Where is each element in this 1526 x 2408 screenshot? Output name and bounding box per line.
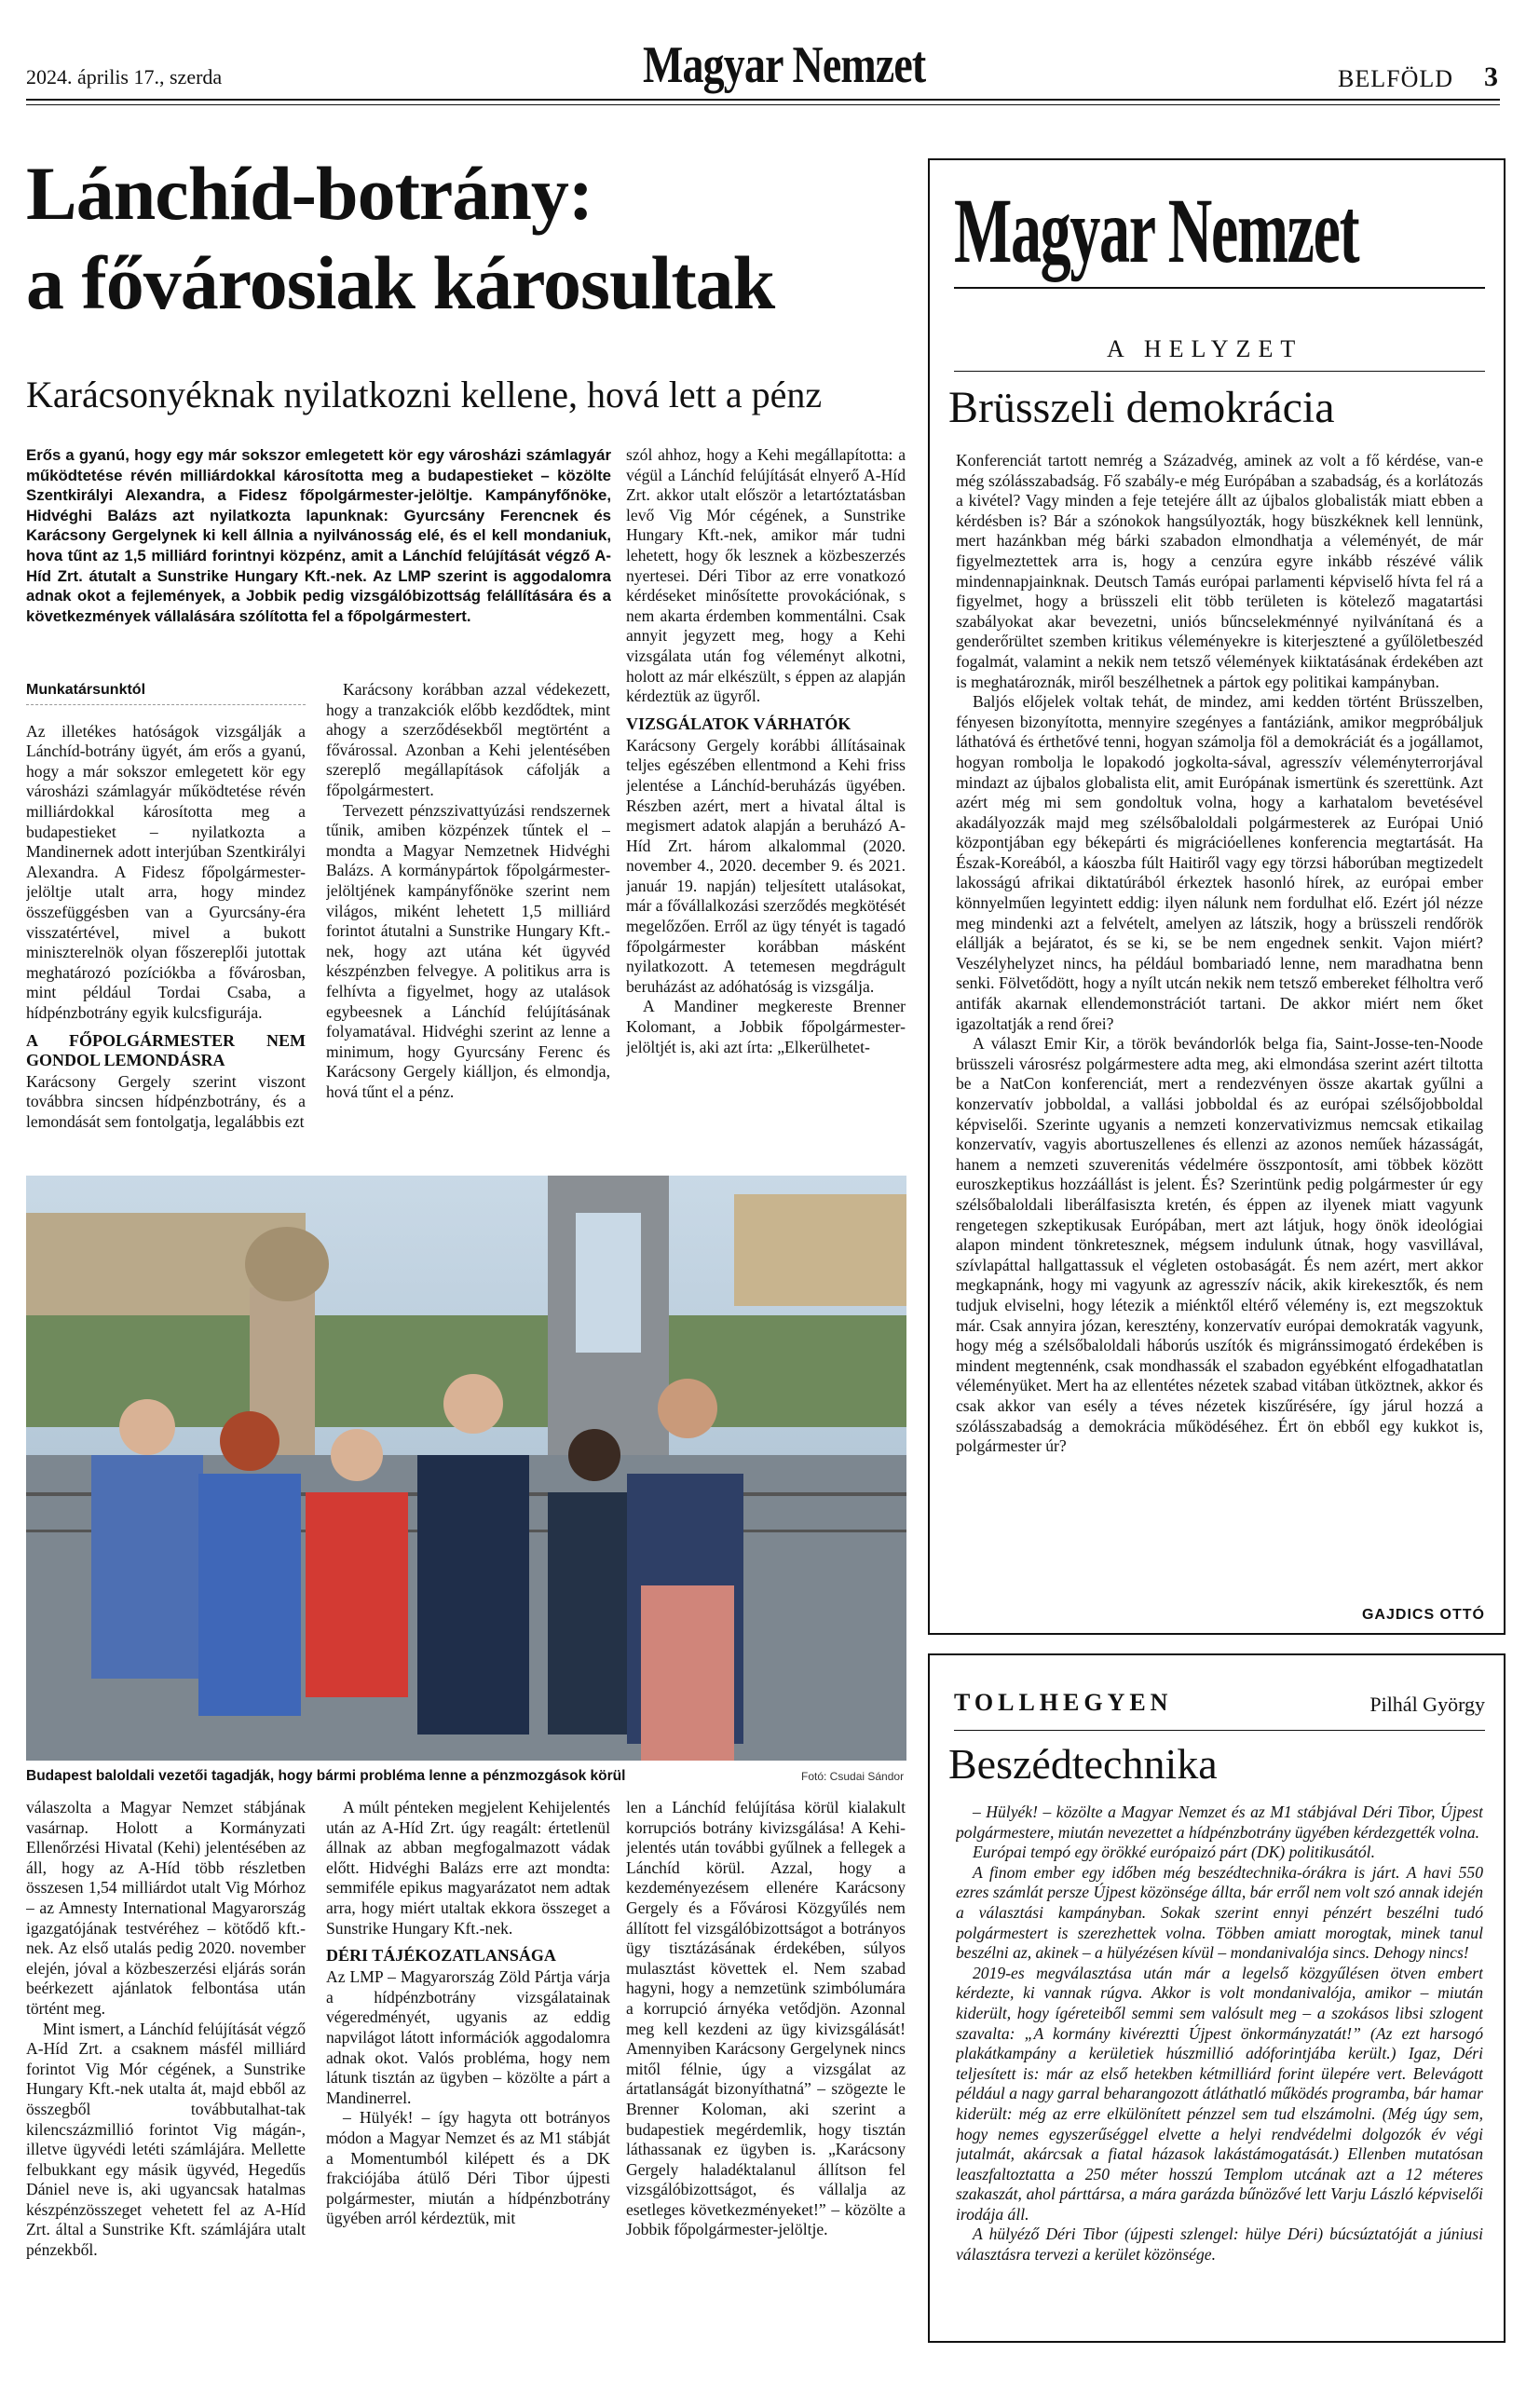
paragraph: Az illetékes hatóságok vizsgálják a Lánchíd-botrány ügyét, ám erős a gyanú, hogy a már sokszor emlegetett kör egy városházi számlagyár működtetése révén milliárdokkal károsította meg a budapestieket – nyilatkozta a Mandinernek adott interjúban Szentkirályi Alexandra. A Fidesz főpolgármester-jelöltje utalt arra, hogy mindez összefüggésben van a Gyurcsány-éra visszatértével, mivel a bukott miniszterelnök olyan főszereplői jutottak meghatározó pozíciókba a fővárosban, mint például Tordai Csaba, a hídpénzbotrány egyik kulcsfigurája. <box>26 721 306 1022</box>
paragraph: 2019-es megválasztása után már a legelső közgyűlésen ötven embert kérdezte, ki vannak rúgva. Akkor is volt mondanivalója, amikor – miután kiderült, hogy ígéreteiből semmi sem valósult meg – a szokásos libsi szlogent szavalta: „A kormány kivéreztti Újpest önkormányzatát!” (Az ezt harsogó plakátkampány a kerületiek húszmillió adóforintjába került.) Igaz, Déri teljesített is: már az első hetekben kétmilliárd forint ülepére vert. Belevágott például a nagy garral beharangozott átláthatló működés programba, bár hamar kiderült: még az erre elkülönített pénzzel sem tud elszámolni. (Még úgy sem, hogy nemes egyszerűséggel elvette a helyi rendvédelmi dolgozók év végi jutalmát, akárcsak a fiatal házasok lakástámogatását.) Ellenben mutatósan leaszfaltoztatta a 250 méter hosszú Templom utcának azt a 12 méteres szakaszát, ahol párttársa, a mára garázda bűnözővé lett Varju László képviselői irodája áll. <box>956 1963 1483 2224</box>
editorial-title: Brüsszeli demokrácia <box>948 383 1335 432</box>
paragraph: Tervezett pénzszivattyúzási rendszernek tűnik, amiben közpénzek tűntek el – mondta a Magyar Nemzetnek Hidvéghi Balázs. A kormánypártok főpolgármester-jelöltjének kampányfőnöke szerint nem világos, miként lehetett 1,5 milliárd forintot átutalni a Sunstrike Hungary Kft.-nek, hogy azt utána két ügyvéd készpénzben felvegye. A politikus arra is felhívta a figyelmet, hogy az utalások egybeesnek a Lánchíd felújításának folyamatával. Hidvéghi szerint az lenne a minimum, hogy Gyurcsány Ferenc és Karácsony Gergely kiálljon, és elmondja, hová tűnt el a pénz. <box>326 800 610 1101</box>
editorial-body <box>956 451 1483 1611</box>
divider <box>954 371 1485 372</box>
paragraph: Karácsony Gergely korábbi állításainak teljes egészében ellentmond a Kehi friss jelentése a Lánchíd-beruházás ügyében. Részben azért, mert a hivatal által is megismert adatok alapján a beruházó A-Híd Zrt. három alkalommal (2020. november 4., 2020. december 9. és 2021. január 19. napján) teljesített utalásokat, már a fővállalkozási szerződés megkötését megelőzően. Erről az ügy tényét is tagadó főpolgármester korábban másként nyilatkozott. A tetemesen megdrágult beruházást az adóhatóság is vizsgálja. <box>626 735 906 996</box>
section-subtitle: A FŐPOLGÁRMESTER NEM GONDOL LEMONDÁSRA <box>26 1030 306 1069</box>
column-body <box>956 1803 1483 2338</box>
masthead: Magyar Nemzet <box>643 36 926 94</box>
issue-date: 2024. április 17., szerda <box>26 65 223 88</box>
editorial-signature: GAJDICS OTTÓ <box>1361 1607 1485 1623</box>
paragraph: A finom ember egy időben még beszédtechnika-órákra is járt. A havi 550 ezres számlát persze Újpest közönsége állta, bár erről nem volt szó annak idején a választási kampányban. Sokak szerint ennyi pénzért beszélni tudó polgármestert is szerezhettek volna. Többen amiatt morogtak, minek tanul beszélni az, akinek – a hülyézésen kívül – mondanivalója sincs. Dehogy nincs! <box>956 1862 1483 1963</box>
article-column-1 <box>26 680 306 1164</box>
section-subtitle: VIZSGÁLATOK VÁRHATÓK <box>626 714 852 733</box>
article-column-3 <box>626 445 906 1164</box>
editorial-box <box>928 158 1506 1635</box>
divider <box>954 1730 1485 1731</box>
header-rule-thin <box>26 104 1500 105</box>
headline-line-2: a fővárosiak károsultak <box>26 240 775 325</box>
paragraph: Az LMP – Magyarország Zöld Pártja várja a hídpénzbotrány vizsgálatainak végeredményét, ugyanis az eddig napvilágot látott információk aggodalomra adnak okot. Valós probléma, hogy nem látunk tisztán az ügyben – közölte a párt a Mandinerrel. <box>326 1967 610 2107</box>
header-rule <box>26 99 1500 101</box>
paragraph: A hülyéző Déri Tibor (újpesti szlengel: hülye Déri) búcsúztatóját a júniusi választásra tervezi a kerület közönsége. <box>956 2224 1483 2265</box>
column-label: TOLLHEGYEN <box>954 1689 1173 1716</box>
paragraph: A választ Emir Kir, a török bevándorlók belga fia, Saint-Josse-ten-Noode brüsszeli városrész polgármestere adta meg, aki elmondása szerint azért tiltotta be a NatCon konferenciát, mert a rendezvényen össze akartak gyűlni a konzervatív jobboldal, a vallási jobboldal és az európai szélsőjobboldal képviselői. Szerinte ugyanis a nemzeti konzervativizmus nemcsak etikailag konzervatív, vagyis abortuszellenes és ellenzi az azonos neműek házasságát, hanem a nemzeti szuverenitás védelmére összpontosít, ami többek között euroszkeptikus hozzáállást is jelent. És? Szerintünk pedig polgármester úr egy szélsőbaloldali liberálfasiszta kretén, és éppen az ilyenek miatt vagyunk rengetegen szkeptikusak Európában, mert azt látjuk, hogy önök ideológiai alapon mindent tönkretesznek, mégsem indulunk útnak, hogy vasvillával, szívlapáttal hallgattassuk el végleten ostobaságát. És nem azért, mert akkor megkapnánk, hogy mi vagyunk az agresszív nácik, akik kirekesztők, és nem tudjuk elviselni, hogy létezik a miénktől eltérő vélemény is, ezt megszoktuk már. Csak annyira józan, keresztény, konzervatív európai demokraták vagyunk, hogy még a szélsőbaloldali háborús uszítók és migránssimogató érdekében is mindent megtennénk, csak mondhassák el szabadon egyébként elfogadhatatlan véleményüket. Mert ha az ellentétes nézetek szabad vitában ütköztnek, akkor és csak akkor van esély a téves nézetek kiszűrésére, így járul hozzá a szólásszabadság a demokrácia működéséhez. Ért ön ebből egy kukkot is, polgármester úr? <box>956 1034 1483 1456</box>
section-name: BELFÖLD <box>1338 65 1453 92</box>
paragraph: Európai tempó egy örökké európaizó párt (DK) politikusától. <box>973 1843 1375 1862</box>
editorial-masthead: Magyar Nemzet <box>954 179 1359 282</box>
paragraph: Baljós előjelek voltak tehát, de mindez, ami kedden történt Brüsszelben, fényesen bizonyította, mennyire szegényes a fantáziánk, amikor megpróbáljuk láthatóvá és érthetővé tenni, hogyan számolja föl a demokráciát és a jogállamot, hogyan rombolja le lopakodó jogkolta-sával, agresszív véleményterrorjával mindazt az újbalos globalista elit, amit Európának ismertünk és szerettünk. Azt azért még mi sem gondoltuk volna, hogy a karhatalom bevetésével akadályozzák majd meg szélsőbaloldali polgármesterek az Európai Unió központjában egy békepárti és migrációellenes konferencia megtartását. Ha Észak-Koreából, a káoszba fúlt Haitiről vagy egy törzsi háborúban megtizedelt lakosságú afrikai diktatúrából érkeztek hasonló hírek, az európai ember könnyelműen legyintett eddig: ilyen nálunk nem fordulhat elő. Ezért jól nézze meg mindenki azt a felvételt, amelyen az látszik, hogy a brüsszeli rendőrök elállják a bejáratot, és se ki, se be nem engednek senkit. Vajon miért? Veszélyhelyzet nincs, ha például bombariadó lenne, nem maradhatna benn senki. Fölvetődött, hogy a nyílt utcán nekik nem tetsző embereket félholtra verő antifák akarnak ellendemonstrációt tartani. De akkor miért nem őket igazoltatják a rend őrei? <box>956 692 1483 1033</box>
section-subtitle: DÉRI TÁJÉKOZATLANSÁGA <box>326 1946 556 1966</box>
paragraph: Mint ismert, a Lánchíd felújítását végző A-Híd Zrt. a csaknem másfél milliárd forintot Vig Mór cégének, a Sunstrike Hungary Kft.-nek utalta át, majd ebből az összegből továbbutalhat-tak kilencszázmillió forintot Vig mágán-, illetve ügyvédi letéti számlájára. Mellette felbukkant egy másik ügyvéd, Hegedűs Dániel neve is, aki ugyancsak hatalmas készpénzösszeget vehetett fel az A-Híd Zrt. által a Sunstrike Kft. számlájára utalt pénzekből. <box>26 2019 306 2260</box>
paragraph: – Hülyék! – közölte a Magyar Nemzet és az M1 stábjával Déri Tibor, Újpest polgármestere, miután nevezettet a hídpénzbotrány ügyében kérdezgették volna. <box>956 1803 1483 1842</box>
subheadline: Karácsonyéknak nyilatkozni kellene, hová lett a pénz <box>26 374 823 415</box>
editorial-label: A HELYZET <box>1107 335 1303 362</box>
photo-credit: Fotó: Csudai Sándor <box>801 1770 905 1783</box>
divider <box>954 287 1485 289</box>
photo-caption: Budapest baloldali vezetői tagadják, hogy bármi probléma lenne a pénzmozgások körül <box>26 1768 626 1784</box>
column-title: Beszédtechnika <box>948 1740 1218 1788</box>
column-author: Pilhál György <box>1369 1693 1485 1716</box>
article-lower-column-2 <box>326 1798 610 2357</box>
article-lower-column-1 <box>26 1798 306 2357</box>
paragraph: A Mandiner megkereste Brenner Kolomant, a Jobbik főpolgármester-jelöltjét is, aki azt írta: „Elkerülhetet- <box>626 997 906 1056</box>
page-number: 3 <box>1484 61 1498 92</box>
byline: Munkatársunktól <box>26 680 306 705</box>
paragraph: – Hülyék! – így hagyta ott botrányos módon a Magyar Nemzet és az M1 stábját a Momentumból kilépett és a DK frakciójába átülő Déri Tibor újpesti polgármester, miután a hídpénzbotrány ügyében arról kérdeztük, mit <box>326 2108 610 2228</box>
politicians-on-chain-bridge-photo <box>26 1176 906 1761</box>
column-box <box>928 1653 1506 2343</box>
headline-line-1: Lánchíd-botrány: <box>26 151 593 236</box>
article-column-2 <box>326 680 610 1164</box>
paragraph: válaszolta a Magyar Nemzet stábjának vasárnap. Holott a Kormányzati Ellenőrzési Hivatal (Kehi) jelentésében az áll, hogy az A-Híd több részletben összesen 1,54 milliárdot utalt Vig Mórhoz – az Amnesty International Magyarország igazgatójának testvéréhez – kötődő kft.-nek. Az első utalás pedig 2020. november elején, jóval a közbeszerzési eljárás során beérkezett ajánlatok felbontása után történt meg. <box>26 1798 306 2018</box>
paragraph: A múlt pénteken megjelent Kehijelentés után az A-Híd Zrt. úgy reagált: értetlenül állnak az abban megfogalmazott vádak előtt. Hidvéghi Balázs erre azt mondta: semmiféle epikus magyarázatot nem adtak arra, hogy miért utaltak ekkora összeget a Sunstrike Hungary Kft.-nek. <box>326 1798 610 1938</box>
paragraph: szól ahhoz, hogy a Kehi megállapította: a végül a Lánchíd felújítását elnyerő A-Híd Zrt. akkor utalt először a letartóztatásban levő Vig Mór cégének, a Sunstrike Hungary Kft.-nek, amikor már tudni lehetett, hogy ők lesznek a közbeszerzés nyertesei. Déri Tibor az erre vonatkozó kérdéseket minősítette provokációnak, s nem akarta érdemben kommentálni. Csak annyit jegyzett meg, hogy a Kehi vizsgálata után fog véleményt alkotni, holott az már elkészült, s éppen az alapján kérdeztük az ügyről. <box>626 445 906 706</box>
article-lower-column-3 <box>626 1798 906 2357</box>
article-lead: Erős a gyanú, hogy egy már sokszor emlegetett kör egy városházi számlagyár működtetése révén milliárdokkal károsította meg a budapestieket – közölte Szentkirályi Alexandra, a Fidesz főpolgármester-jelöltje. Kampányfőnöke, Hidvéghi Balázs azt nyilatkozta lapunknak: Gyurcsány Ferencnek és Karácsony Gergelynek ki kell állnia a nyilvánosság elé, és el kell mondaniuk, hova tűnt az 1,5 milliárd forintnyi közpénz, amit a Lánchíd felújítását végző A-Híd Zrt. átutalt a Sunstrike Hungary Kft.-nek. Az LMP szerint is aggodalomra adnak okot a fejlemények, a Jobbik pedig vizsgálóbizottság felállítására és a következmények vállalására szólította fel a főpolgármestert. <box>26 446 611 625</box>
paragraph: len a Lánchíd felújítása körül kialakult korrupciós botrány kivizsgálása! A Kehi-jelentés után további gyűlnek a fellegek a Lánchíd körül. Azzal, hogy a kezdeményezésem ellenére Karácsony Gergely és a Fővárosi Közgyűlés nem állított fel vizsgálóbizottságot a botrányos ügy tisztázásának érdekében, súlyos mulasztást követtek el. Nem szabad hagyni, hogy a nemzetünk szimbólumára a korrupció árnyéka vetődjön. Azonnal meg kell kezdeni az ügy kivizsgálását! Amennyiben Karácsony Gergelynek nincs mitől félnie, úgy a vizsgálat az ártatlanságát bizonyíthatná” – szögezte le Brenner Koloman, aki szerint a budapestiek megérdemlik, hogy tisztán láthassanak ez ügyben is. „Karácsony Gergely haladéktalanul állítson fel vizsgálóbizottságot, és vállalja az esetleges következményeket!” – közölte a Jobbik főpolgármester-jelöltje. <box>626 1798 906 2239</box>
headline <box>26 149 911 328</box>
paragraph: Karácsony korábban azzal védekezett, hogy a tranzakciók előbb kezdődtek, mint ahogy a szerződésekből megtörtént a fővárossal. Azonban a Kehi jelentésében szereplő megállapítások cáfolják a főpolgármestert. <box>326 680 610 799</box>
paragraph: Konferenciát tartott nemrég a Századvég, aminek az volt a fő kérdése, van-e még szólásszabadság. Fő szabály-e még Európában a szabadság, és a korlátozás a kivétel? Vagy minden a feje tetejére állt az újbalos globalisták miatt ebben a kérdésben is? Bár a szónokok hangsúlyozták, hogy büszkéknek kell lennünk, mert hazánkban még bárki szabadon elmondhatja a véleményét, de már figyelmeztettek arra is, hogy a cenzúra egyre inkább részévé válik mindennapjainknak. Deutsch Tamás európai parlamenti képviselő hívta fel rá a figyelmet, hogy a brüsszeli elit több területen is kötelező magatartási szabályokat akar bevezetni, uniós bűncselekménnyé nyilvánítaná és a genderőrültet szemben kritikus véleményekre is kiterjesztené a gyűlöletbeszéd fogalmát, valamint a nekik nem tetsző vélemények kiiktatásának érdekében azt is meghatároznák, miről beszélhetnek a pártok egy politikai kampányban. <box>956 451 1483 691</box>
paragraph: Karácsony Gergely szerint viszont továbbra sincsen hídpénzbotrány, és a lemondását sem fontolgatja, legalábbis ezt <box>26 1071 306 1131</box>
news-photo <box>26 1176 906 1761</box>
